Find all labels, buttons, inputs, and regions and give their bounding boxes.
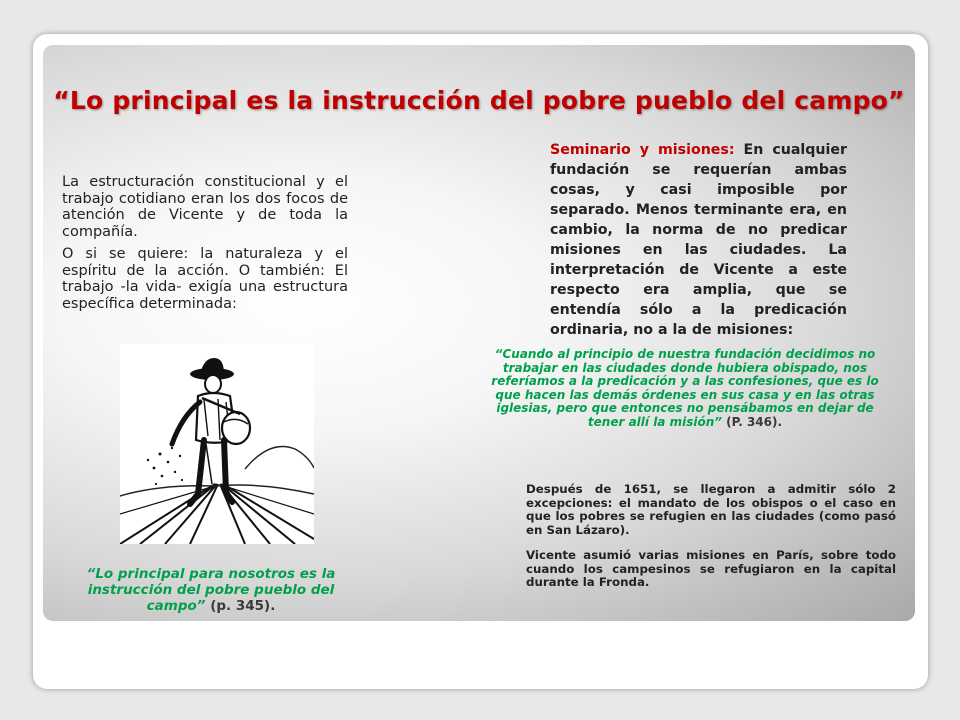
note-paragraph-1: Después de 1651, se llegaron a admitir sólo 2 excepciones: el mandato de los obispos o el caso en que los pobres se refugien en las ciudades (como pasó en San Lázaro). [526,482,896,537]
vicente-quote [490,348,880,429]
right-heading: Seminario y misiones: [550,142,735,158]
note-paragraph-2: Vicente asumió varias misiones en París, sobre todo cuando los campesinos se refugiaron en la capital durante la Fronda. [526,548,896,589]
sower-illustration [120,344,314,544]
left-paragraph-1: La estructuración constitucional y el trabajo cotidiano eran los dos focos de atención de Vicente y de toda la compañía. [62,174,348,240]
left-paragraph-2: O si se quiere: la naturaleza y el espíritu de la acción. O también: El trabajo -la vida- exigía una estructura específica determinada: [62,246,348,312]
sower-drawing [120,344,314,544]
right-column-text [550,140,847,340]
right-body: En cualquier fundación se requerían ambas cosas, y casi imposible por separado. Menos terminante era, en cambio, la norma de no predicar misiones en las ciudades. La interpretación de Vicente a este respecto era amplia, que se entendía sólo a la predicación ordinaria, no a la de misiones: [550,142,848,338]
caption-reference: (p. 345). [210,598,276,614]
left-column-text [62,174,348,318]
illustration-caption [76,566,346,614]
quote-text: “Cuando al principio de nuestra fundación decidimos no trabajar en las ciudades donde hubiera obispado, nos referíamos a la predicación y a las confesiones, que es lo que hacen las demás órdenes en sus casa y en las otras iglesias, pero que entonces no pensábamos en dejar de tener allí la misión” [491,347,879,429]
caption-quote: “Lo principal para nosotros es la instrucción del pobre pueblo del campo” [86,566,336,614]
quote-reference: (P. 346). [721,414,783,429]
exceptions-note [526,483,896,602]
slide-title: “Lo principal es la instrucción del pobre pueblo del campo” [53,86,905,115]
